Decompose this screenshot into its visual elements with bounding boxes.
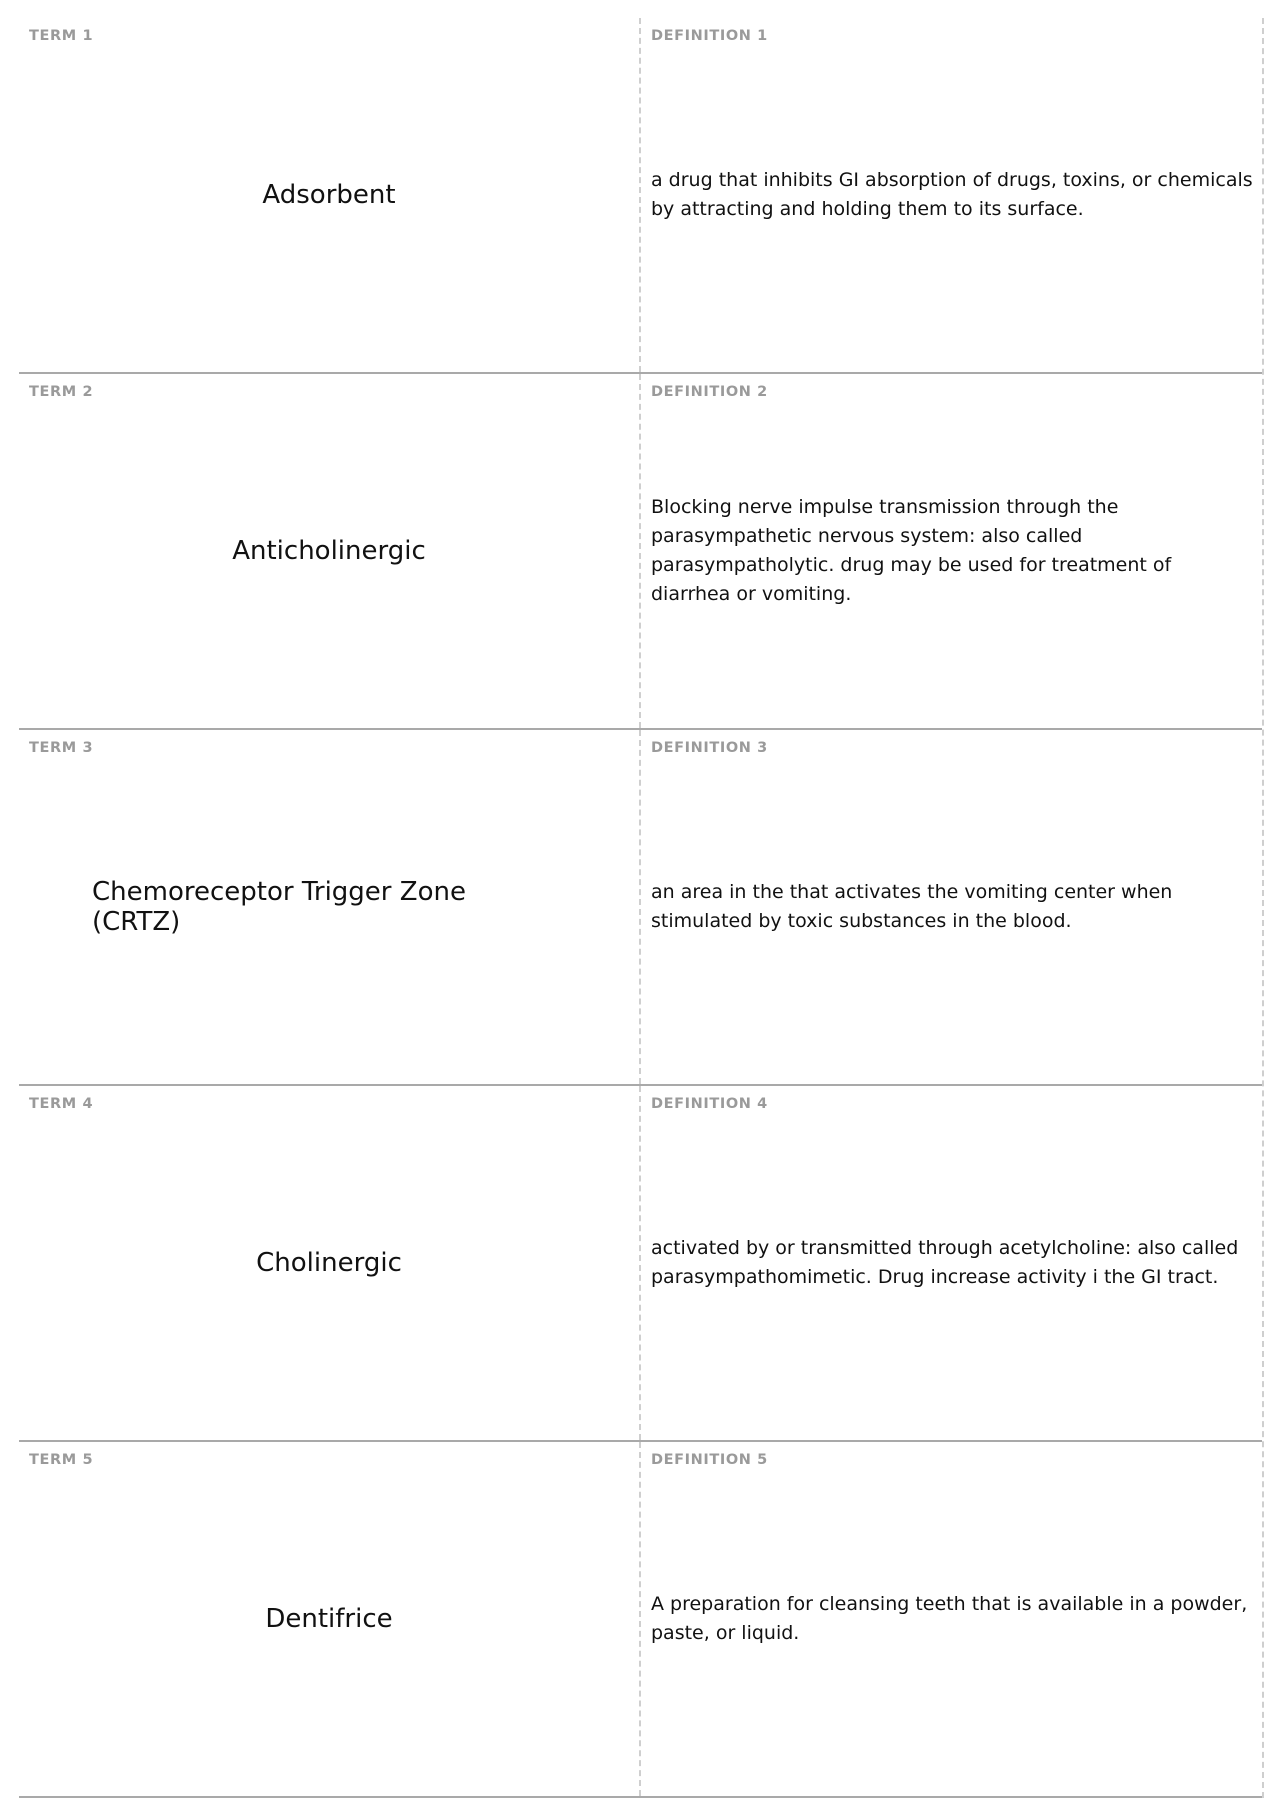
definition-text: a drug that inhibits GI absorption of drugs, toxins, or chemicals by attracting and holding them to its surface. bbox=[651, 169, 1253, 220]
definition-cell bbox=[641, 730, 1262, 1084]
term-label: TERM 1 bbox=[29, 28, 94, 44]
definition-cell bbox=[641, 374, 1262, 728]
definition-cell bbox=[641, 1086, 1262, 1440]
term-label: TERM 2 bbox=[29, 384, 94, 400]
definition-cell bbox=[641, 1442, 1262, 1796]
definition-label: DEFINITION 4 bbox=[651, 1096, 768, 1112]
definition-label: DEFINITION 5 bbox=[651, 1452, 768, 1468]
flashcard-row bbox=[19, 1442, 1262, 1798]
definition-label: DEFINITION 1 bbox=[651, 28, 768, 44]
term-label: TERM 4 bbox=[29, 1096, 94, 1112]
term-cell bbox=[19, 18, 641, 372]
term-text: Adsorbent bbox=[262, 180, 396, 210]
definition-text: activated by or transmitted through acetylcholine: also called parasympathomimetic. Drug increase activity i the GI tract. bbox=[651, 1237, 1239, 1288]
flashcard-row bbox=[19, 730, 1262, 1086]
definition-label: DEFINITION 3 bbox=[651, 740, 768, 756]
term-cell bbox=[19, 1086, 641, 1440]
flashcard-row bbox=[19, 18, 1262, 374]
definition-text: A preparation for cleansing teeth that is available in a powder, paste, or liquid. bbox=[651, 1593, 1248, 1644]
definition-text: Blocking nerve impulse transmission through the parasympathetic nervous system: also called parasympatholytic. drug may be used for treatment of diarrhea or vomiting. bbox=[651, 496, 1172, 605]
term-text: Chemoreceptor Trigger Zone (CRTZ) bbox=[92, 877, 466, 937]
term-text: Dentifrice bbox=[265, 1604, 393, 1634]
term-text: Cholinergic bbox=[256, 1248, 402, 1278]
term-label: TERM 3 bbox=[29, 740, 94, 756]
term-cell bbox=[19, 1442, 641, 1796]
term-cell bbox=[19, 374, 641, 728]
term-label: TERM 5 bbox=[29, 1452, 94, 1468]
flashcard-sheet bbox=[19, 18, 1264, 1798]
definition-text: an area in the that activates the vomiting center when stimulated by toxic substances in the blood. bbox=[651, 881, 1173, 932]
term-text: Anticholinergic bbox=[232, 536, 426, 566]
definition-cell bbox=[641, 18, 1262, 372]
term-cell bbox=[19, 730, 641, 1084]
flashcard-row bbox=[19, 374, 1262, 730]
definition-label: DEFINITION 2 bbox=[651, 384, 768, 400]
flashcard-row bbox=[19, 1086, 1262, 1442]
